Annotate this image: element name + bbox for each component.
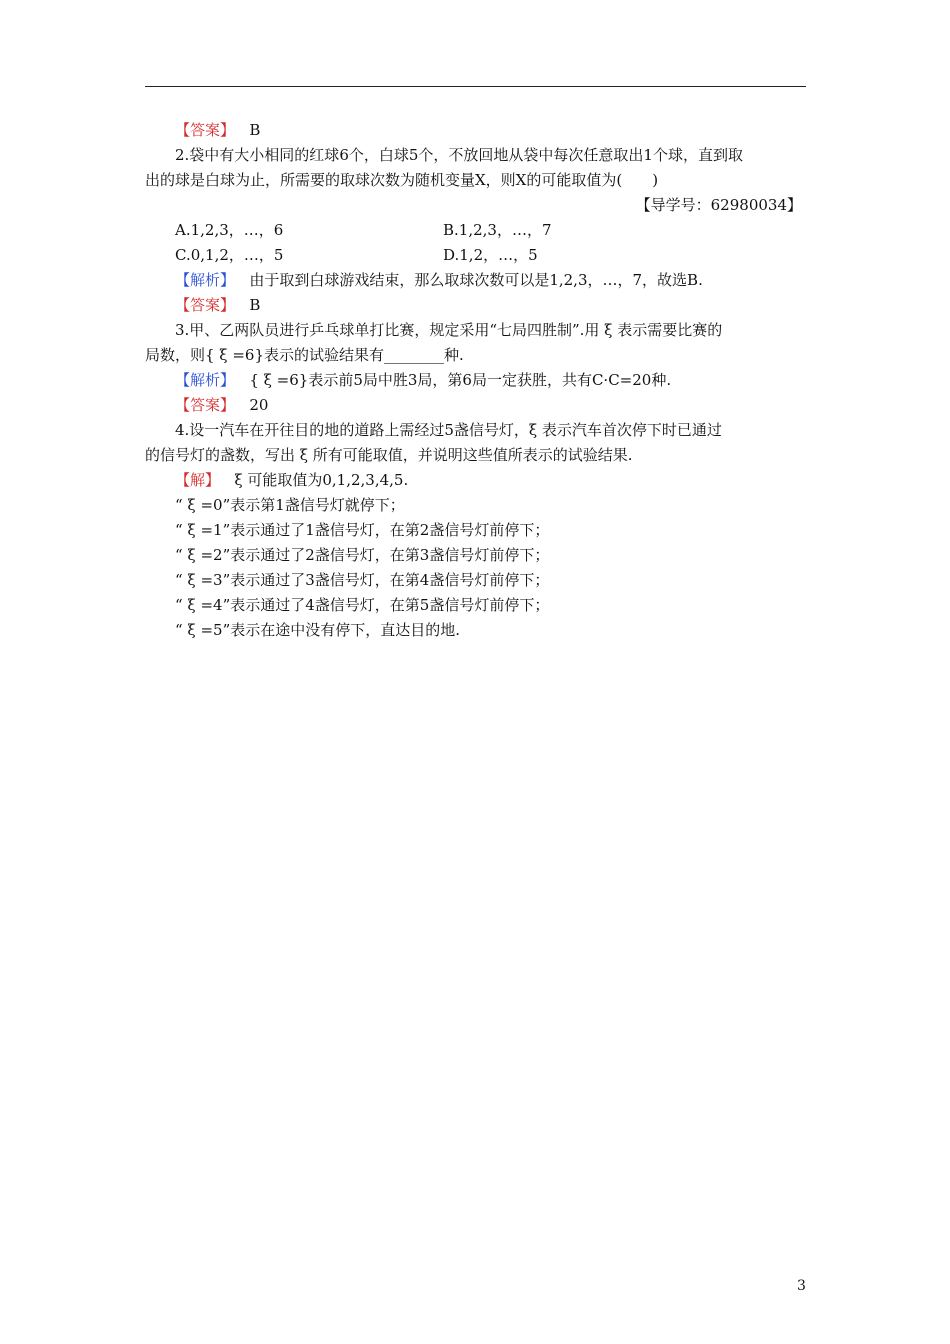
document-body (145, 118, 806, 643)
answer-tag: 【答案】 (175, 396, 236, 414)
analysis-tag: 【解析】 (175, 371, 236, 389)
question-3-line-2: 局数，则{ ξ =6}表示的试验结果有________种. (145, 346, 464, 364)
question-3-line-1: 3.甲、乙两队员进行乒乓球单打比赛，规定采用“七局四胜制”.用 ξ 表示需要比赛的 (175, 321, 723, 339)
option-b: B.1,2,3，…，7 (443, 221, 552, 239)
solution-item-0: “ ξ =0”表示第1盏信号灯就停下； (175, 496, 405, 514)
page-number: 3 (797, 1278, 806, 1294)
header-rule (145, 86, 806, 87)
solution-item-3: “ ξ =3”表示通过了3盏信号灯，在第4盏信号灯前停下； (175, 571, 550, 589)
solution-item-2: “ ξ =2”表示通过了2盏信号灯，在第3盏信号灯前停下； (175, 546, 550, 564)
option-c: C.0,1,2，…，5 (175, 246, 284, 264)
analysis-tag: 【解析】 (175, 271, 236, 289)
analysis-line-2 (145, 268, 806, 293)
solution-tag: 【解】 (175, 471, 221, 489)
solution-line (145, 468, 806, 493)
answer-value: 20 (249, 396, 269, 414)
question-2-line-1: 2.袋中有大小相同的红球6个，白球5个，不放回地从袋中每次任意取出1个球，直到取 (175, 146, 743, 164)
answer-tag: 【答案】 (175, 121, 236, 139)
answer-line-3 (145, 393, 806, 418)
analysis-text: { ξ =6}表示前5局中胜3局，第6局一定获胜，共有C·C=20种. (249, 371, 672, 389)
analysis-text: 由于取到白球游戏结束，那么取球次数可以是1,2,3，…，7，故选B. (249, 271, 703, 289)
answer-value: B (249, 121, 261, 139)
answer-value: B (249, 296, 261, 314)
question-4-line-2: 的信号灯的盏数，写出 ξ 所有可能取值，并说明这些值所表示的试验结果. (145, 446, 633, 464)
solution-item-1: “ ξ =1”表示通过了1盏信号灯，在第2盏信号灯前停下； (175, 521, 550, 539)
guide-number: 【导学号：62980034】 (635, 196, 802, 214)
question-2-line-2: 出的球是白球为止，所需要的取球次数为随机变量X，则X的可能取值为( ) (145, 171, 659, 189)
options-row-1 (145, 218, 806, 243)
answer-line-1 (145, 118, 806, 143)
answer-line-2 (145, 293, 806, 318)
options-row-2 (145, 243, 806, 268)
analysis-line-3 (145, 368, 806, 393)
solution-item-4: “ ξ =4”表示通过了4盏信号灯，在第5盏信号灯前停下； (175, 596, 550, 614)
solution-item-5: “ ξ =5”表示在途中没有停下，直达目的地. (175, 621, 461, 639)
option-d: D.1,2，…，5 (443, 246, 538, 264)
answer-tag: 【答案】 (175, 296, 236, 314)
question-4-line-1: 4.设一汽车在开往目的地的道路上需经过5盏信号灯，ξ 表示汽车首次停下时已通过 (175, 421, 722, 439)
option-a: A.1,2,3，…，6 (175, 221, 284, 239)
solution-text: ξ 可能取值为0,1,2,3,4,5. (234, 471, 409, 489)
